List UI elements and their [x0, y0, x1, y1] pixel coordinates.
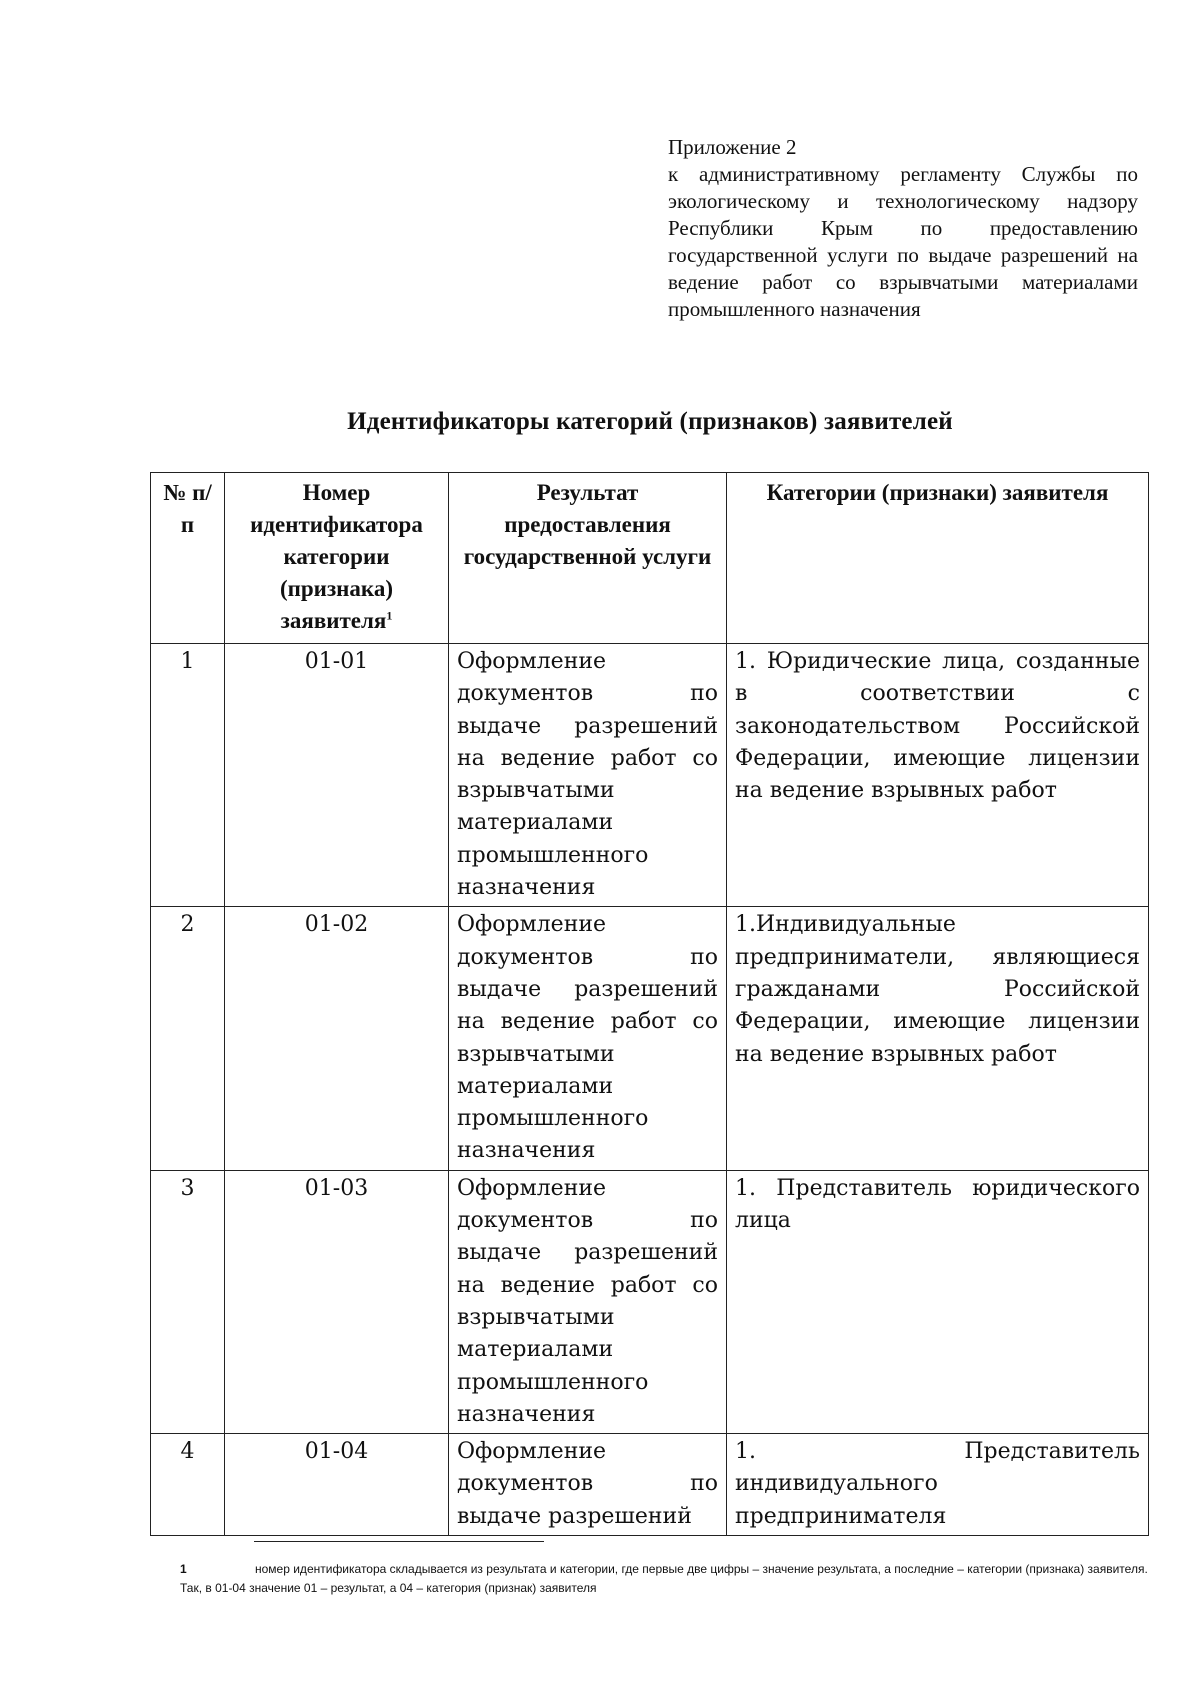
row-num: 1: [151, 644, 225, 907]
row-category: 1.Индивидуальные предприниматели, являющиеся гражданами Российской Федерации, имеющие лицензии на ведение взрывных работ: [727, 907, 1149, 1170]
row-code: 01-01: [225, 644, 449, 907]
header-num: № п/п: [151, 473, 225, 644]
table-row: [151, 1434, 1149, 1536]
table-row: [151, 644, 1149, 907]
appendix-header: [668, 134, 1138, 323]
footnote-number: 1: [180, 1562, 187, 1576]
row-category: 1. Юридические лица, созданные в соответствии с законодательством Российской Федерации, имеющие лицензии на ведение взрывных работ: [727, 644, 1149, 907]
row-num: 4: [151, 1434, 225, 1536]
header-category: Категории (признаки) заявителя: [727, 473, 1149, 644]
footnote-mark: 1: [386, 608, 393, 623]
header-result: Результат предоставления государственной услуги: [449, 473, 727, 644]
row-num: 2: [151, 907, 225, 1170]
header-code-label: Номер идентификатора категории (признака) заявителя: [250, 480, 423, 633]
appendix-title: Приложение 2: [668, 135, 797, 159]
table-row: [151, 907, 1149, 1170]
row-result: Оформление документов по выдаче разрешений: [449, 1434, 727, 1536]
table-header-row: [151, 473, 1149, 644]
row-category: 1. Представитель юридического лица: [727, 1170, 1149, 1433]
footnote-text: номер идентификатора складывается из результата и категории, где первые две цифры – значение результата, а последние – категории (признака) заявителя. Так, в 01-04 значение 01 – результат, а 04 – категория (признак) заявителя: [180, 1562, 1148, 1595]
footnote-separator: [254, 1541, 544, 1542]
row-code: 01-02: [225, 907, 449, 1170]
header-code: [225, 473, 449, 644]
row-category: 1. Представитель индивидуального предпринимателя: [727, 1434, 1149, 1536]
table-row: [151, 1170, 1149, 1433]
row-code: 01-03: [225, 1170, 449, 1433]
row-result: Оформление документов по выдаче разрешений на ведение работ со взрывчатыми материалами промышленного назначения: [449, 907, 727, 1170]
appendix-text: к административному регламенту Службы по экологическому и технологическому надзору Республики Крым по предоставлению государственной услуги по выдаче разрешений на ведение работ со взрывчатыми материалами промышленного назначения: [668, 162, 1138, 321]
footnote: [180, 1560, 1150, 1598]
row-result: Оформление документов по выдаче разрешений на ведение работ со взрывчатыми материалами промышленного назначения: [449, 644, 727, 907]
row-result: Оформление документов по выдаче разрешений на ведение работ со взрывчатыми материалами промышленного назначения: [449, 1170, 727, 1433]
row-code: 01-04: [225, 1434, 449, 1536]
identifiers-table: [150, 472, 1149, 1536]
document-title: Идентификаторы категорий (признаков) заявителей: [347, 408, 953, 435]
row-num: 3: [151, 1170, 225, 1433]
